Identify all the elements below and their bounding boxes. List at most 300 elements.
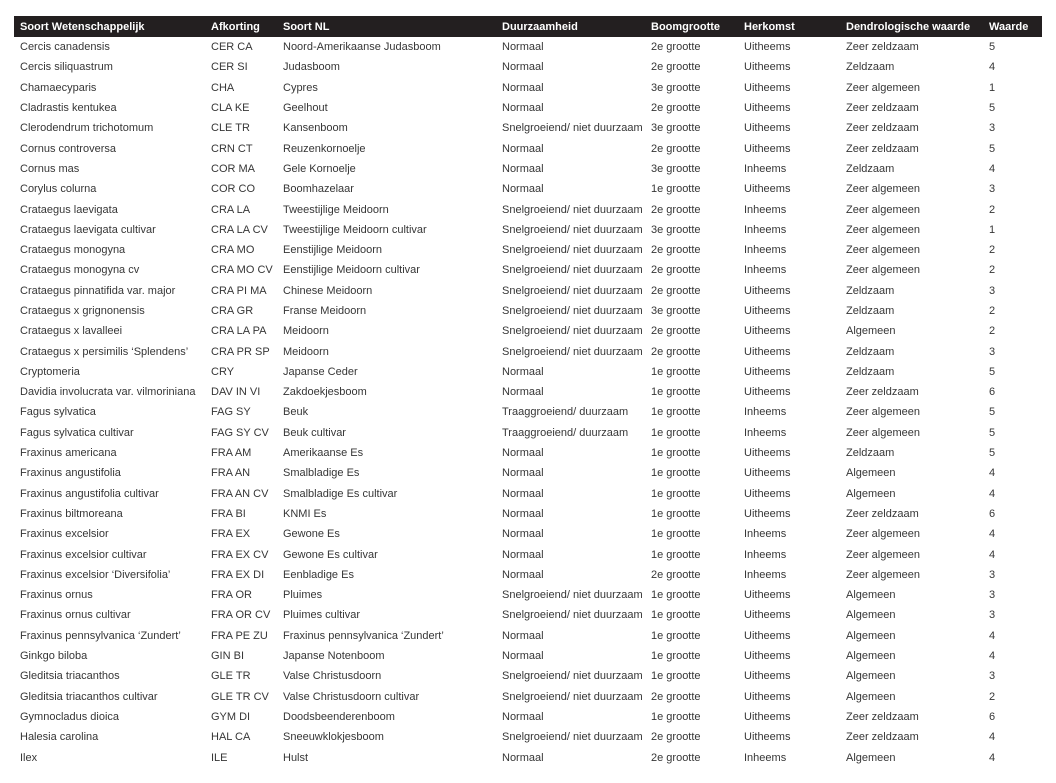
cell-soort-nl: Cypres [277, 78, 496, 98]
cell-dendrologische-waarde: Zeer algemeen [840, 199, 983, 219]
cell-soort-wetenschappelijk: Fraxinus americana [14, 443, 205, 463]
cell-duurzaamheid: Normaal [496, 747, 645, 767]
cell-waarde: 5 [983, 362, 1042, 382]
cell-soort-nl: Fraxinus pennsylvanica ‘Zundert’ [277, 626, 496, 646]
cell-waarde: 2 [983, 260, 1042, 280]
cell-boomgrootte: 3e grootte [645, 159, 738, 179]
cell-waarde: 5 [983, 402, 1042, 422]
cell-herkomst: Uitheems [738, 484, 840, 504]
cell-afkorting: ILE [205, 747, 277, 767]
cell-afkorting: CHA [205, 78, 277, 98]
cell-soort-nl: Beuk cultivar [277, 423, 496, 443]
cell-soort-nl: Valse Christusdoorn cultivar [277, 687, 496, 707]
cell-afkorting: FRA PE ZU [205, 626, 277, 646]
cell-soort-wetenschappelijk: Ginkgo biloba [14, 646, 205, 666]
cell-soort-nl: Smalbladige Es [277, 463, 496, 483]
cell-afkorting: CRN CT [205, 138, 277, 158]
cell-afkorting: FRA EX CV [205, 544, 277, 564]
cell-waarde: 6 [983, 707, 1042, 727]
table-row [14, 646, 1042, 666]
cell-waarde: 5 [983, 37, 1042, 57]
cell-afkorting: CRA MO CV [205, 260, 277, 280]
cell-waarde: 3 [983, 605, 1042, 625]
cell-boomgrootte: 1e grootte [645, 179, 738, 199]
cell-soort-nl: Chinese Meidoorn [277, 281, 496, 301]
cell-afkorting: CRA LA CV [205, 220, 277, 240]
cell-boomgrootte: 1e grootte [645, 666, 738, 686]
cell-waarde: 3 [983, 585, 1042, 605]
cell-duurzaamheid: Snelgroeiend/ niet duurzaam [496, 281, 645, 301]
cell-duurzaamheid: Snelgroeiend/ niet duurzaam [496, 687, 645, 707]
table-row [14, 159, 1042, 179]
table-row [14, 260, 1042, 280]
table-row [14, 37, 1042, 57]
cell-soort-nl: Geelhout [277, 98, 496, 118]
cell-dendrologische-waarde: Zeldzaam [840, 341, 983, 361]
cell-dendrologische-waarde: Algemeen [840, 321, 983, 341]
cell-boomgrootte: 2e grootte [645, 281, 738, 301]
cell-herkomst: Uitheems [738, 179, 840, 199]
table-row [14, 504, 1042, 524]
cell-dendrologische-waarde: Zeer zeldzaam [840, 138, 983, 158]
cell-soort-nl: Pluimes cultivar [277, 605, 496, 625]
cell-herkomst: Uitheems [738, 585, 840, 605]
cell-soort-wetenschappelijk: Fraxinus pennsylvanica ‘Zundert’ [14, 626, 205, 646]
cell-soort-nl: Eenbladige Es [277, 565, 496, 585]
cell-duurzaamheid: Snelgroeiend/ niet duurzaam [496, 321, 645, 341]
table-row [14, 341, 1042, 361]
cell-dendrologische-waarde: Zeldzaam [840, 362, 983, 382]
table-row [14, 138, 1042, 158]
cell-herkomst: Uitheems [738, 727, 840, 747]
cell-soort-wetenschappelijk: Corylus colurna [14, 179, 205, 199]
cell-dendrologische-waarde: Zeer algemeen [840, 240, 983, 260]
cell-soort-nl: Gele Kornoelje [277, 159, 496, 179]
cell-dendrologische-waarde: Zeldzaam [840, 57, 983, 77]
table-row [14, 585, 1042, 605]
cell-soort-wetenschappelijk: Fraxinus excelsior ‘Diversifolia’ [14, 565, 205, 585]
cell-afkorting: GLE TR CV [205, 687, 277, 707]
cell-soort-wetenschappelijk: Crataegus monogyna cv [14, 260, 205, 280]
header-row [14, 16, 1042, 37]
cell-herkomst: Uitheems [738, 687, 840, 707]
cell-duurzaamheid: Normaal [496, 646, 645, 666]
cell-dendrologische-waarde: Zeer algemeen [840, 524, 983, 544]
cell-soort-nl: KNMI Es [277, 504, 496, 524]
table-row [14, 382, 1042, 402]
cell-afkorting: HAL CA [205, 727, 277, 747]
cell-dendrologische-waarde: Zeer algemeen [840, 179, 983, 199]
cell-boomgrootte: 1e grootte [645, 524, 738, 544]
cell-afkorting: FRA AM [205, 443, 277, 463]
cell-afkorting: COR MA [205, 159, 277, 179]
cell-herkomst: Inheems [738, 220, 840, 240]
cell-boomgrootte: 1e grootte [645, 646, 738, 666]
cell-herkomst: Uitheems [738, 646, 840, 666]
cell-boomgrootte: 2e grootte [645, 240, 738, 260]
cell-boomgrootte: 1e grootte [645, 605, 738, 625]
cell-herkomst: Inheems [738, 544, 840, 564]
cell-herkomst: Uitheems [738, 138, 840, 158]
cell-boomgrootte: 2e grootte [645, 341, 738, 361]
cell-soort-nl: Valse Christusdoorn [277, 666, 496, 686]
cell-waarde: 6 [983, 504, 1042, 524]
cell-soort-nl: Gewone Es [277, 524, 496, 544]
cell-herkomst: Uitheems [738, 382, 840, 402]
cell-dendrologische-waarde: Zeldzaam [840, 281, 983, 301]
cell-duurzaamheid: Snelgroeiend/ niet duurzaam [496, 605, 645, 625]
cell-herkomst: Uitheems [738, 666, 840, 686]
cell-afkorting: DAV IN VI [205, 382, 277, 402]
cell-waarde: 6 [983, 382, 1042, 402]
cell-boomgrootte: 2e grootte [645, 321, 738, 341]
cell-waarde: 5 [983, 98, 1042, 118]
cell-boomgrootte: 2e grootte [645, 565, 738, 585]
cell-boomgrootte: 2e grootte [645, 727, 738, 747]
cell-herkomst: Uitheems [738, 362, 840, 382]
column-header-herkomst: Herkomst [738, 16, 840, 37]
cell-herkomst: Inheems [738, 159, 840, 179]
cell-waarde: 4 [983, 544, 1042, 564]
column-header-soort-wetenschappelijk: Soort Wetenschappelijk [14, 16, 205, 37]
cell-soort-nl: Judasboom [277, 57, 496, 77]
cell-dendrologische-waarde: Algemeen [840, 646, 983, 666]
table-row [14, 687, 1042, 707]
cell-soort-nl: Reuzenkornoelje [277, 138, 496, 158]
cell-herkomst: Uitheems [738, 301, 840, 321]
cell-soort-nl: Tweestijlige Meidoorn [277, 199, 496, 219]
cell-duurzaamheid: Normaal [496, 138, 645, 158]
cell-herkomst: Inheems [738, 260, 840, 280]
cell-boomgrootte: 1e grootte [645, 402, 738, 422]
cell-boomgrootte: 3e grootte [645, 220, 738, 240]
cell-boomgrootte: 2e grootte [645, 37, 738, 57]
cell-duurzaamheid: Normaal [496, 57, 645, 77]
table-row [14, 199, 1042, 219]
cell-boomgrootte: 3e grootte [645, 78, 738, 98]
cell-afkorting: CLE TR [205, 118, 277, 138]
cell-boomgrootte: 2e grootte [645, 687, 738, 707]
table-row [14, 524, 1042, 544]
cell-waarde: 5 [983, 443, 1042, 463]
cell-dendrologische-waarde: Zeer zeldzaam [840, 98, 983, 118]
cell-herkomst: Inheems [738, 402, 840, 422]
cell-waarde: 2 [983, 240, 1042, 260]
cell-afkorting: COR CO [205, 179, 277, 199]
cell-dendrologische-waarde: Zeldzaam [840, 443, 983, 463]
cell-afkorting: CRY [205, 362, 277, 382]
cell-herkomst: Uitheems [738, 78, 840, 98]
cell-dendrologische-waarde: Zeer algemeen [840, 402, 983, 422]
cell-dendrologische-waarde: Zeer zeldzaam [840, 727, 983, 747]
cell-duurzaamheid: Snelgroeiend/ niet duurzaam [496, 199, 645, 219]
cell-waarde: 3 [983, 341, 1042, 361]
cell-soort-wetenschappelijk: Cryptomeria [14, 362, 205, 382]
cell-waarde: 4 [983, 484, 1042, 504]
cell-duurzaamheid: Snelgroeiend/ niet duurzaam [496, 260, 645, 280]
cell-duurzaamheid: Normaal [496, 544, 645, 564]
cell-afkorting: FRA AN [205, 463, 277, 483]
cell-waarde: 5 [983, 423, 1042, 443]
cell-dendrologische-waarde: Zeer algemeen [840, 220, 983, 240]
column-header-afkorting: Afkorting [205, 16, 277, 37]
cell-duurzaamheid: Snelgroeiend/ niet duurzaam [496, 727, 645, 747]
cell-waarde: 4 [983, 626, 1042, 646]
cell-duurzaamheid: Normaal [496, 382, 645, 402]
cell-afkorting: CRA MO [205, 240, 277, 260]
cell-soort-wetenschappelijk: Fraxinus angustifolia cultivar [14, 484, 205, 504]
cell-duurzaamheid: Normaal [496, 159, 645, 179]
table-row [14, 463, 1042, 483]
cell-waarde: 1 [983, 220, 1042, 240]
cell-duurzaamheid: Snelgroeiend/ niet duurzaam [496, 240, 645, 260]
species-table [14, 16, 1042, 768]
table-row [14, 78, 1042, 98]
cell-dendrologische-waarde: Zeer zeldzaam [840, 707, 983, 727]
cell-herkomst: Uitheems [738, 707, 840, 727]
cell-soort-wetenschappelijk: Crataegus monogyna [14, 240, 205, 260]
cell-duurzaamheid: Traaggroeiend/ duurzaam [496, 402, 645, 422]
table-row [14, 443, 1042, 463]
table-row [14, 565, 1042, 585]
column-header-dendrologische-waarde: Dendrologische waarde [840, 16, 983, 37]
table-row [14, 281, 1042, 301]
cell-duurzaamheid: Traaggroeiend/ duurzaam [496, 423, 645, 443]
table-row [14, 727, 1042, 747]
cell-duurzaamheid: Normaal [496, 524, 645, 544]
cell-duurzaamheid: Snelgroeiend/ niet duurzaam [496, 220, 645, 240]
table-row [14, 321, 1042, 341]
cell-soort-wetenschappelijk: Fagus sylvatica cultivar [14, 423, 205, 443]
cell-soort-wetenschappelijk: Crataegus x grignonensis [14, 301, 205, 321]
cell-herkomst: Uitheems [738, 281, 840, 301]
cell-duurzaamheid: Normaal [496, 565, 645, 585]
cell-boomgrootte: 1e grootte [645, 443, 738, 463]
cell-waarde: 4 [983, 646, 1042, 666]
table-row [14, 301, 1042, 321]
cell-waarde: 3 [983, 565, 1042, 585]
cell-soort-nl: Japanse Ceder [277, 362, 496, 382]
column-header-waarde: Waarde [983, 16, 1042, 37]
cell-afkorting: FAG SY [205, 402, 277, 422]
cell-waarde: 2 [983, 321, 1042, 341]
cell-boomgrootte: 1e grootte [645, 423, 738, 443]
cell-afkorting: CRA LA [205, 199, 277, 219]
table-row [14, 626, 1042, 646]
cell-afkorting: CRA PR SP [205, 341, 277, 361]
cell-soort-nl: Kansenboom [277, 118, 496, 138]
cell-afkorting: CRA PI MA [205, 281, 277, 301]
cell-afkorting: FRA EX [205, 524, 277, 544]
cell-soort-wetenschappelijk: Gleditsia triacanthos cultivar [14, 687, 205, 707]
cell-waarde: 4 [983, 727, 1042, 747]
cell-soort-wetenschappelijk: Cornus mas [14, 159, 205, 179]
cell-waarde: 3 [983, 281, 1042, 301]
cell-dendrologische-waarde: Zeer zeldzaam [840, 504, 983, 524]
cell-duurzaamheid: Normaal [496, 463, 645, 483]
cell-boomgrootte: 1e grootte [645, 585, 738, 605]
cell-duurzaamheid: Snelgroeiend/ niet duurzaam [496, 341, 645, 361]
cell-afkorting: CLA KE [205, 98, 277, 118]
cell-herkomst: Uitheems [738, 463, 840, 483]
cell-herkomst: Inheems [738, 565, 840, 585]
cell-afkorting: FRA BI [205, 504, 277, 524]
cell-waarde: 3 [983, 179, 1042, 199]
table-row [14, 57, 1042, 77]
cell-waarde: 2 [983, 301, 1042, 321]
table-row [14, 747, 1042, 767]
cell-soort-nl: Pluimes [277, 585, 496, 605]
cell-boomgrootte: 1e grootte [645, 626, 738, 646]
cell-duurzaamheid: Normaal [496, 443, 645, 463]
cell-duurzaamheid: Normaal [496, 504, 645, 524]
cell-herkomst: Uitheems [738, 321, 840, 341]
cell-duurzaamheid: Normaal [496, 98, 645, 118]
cell-herkomst: Uitheems [738, 341, 840, 361]
column-header-soort-nl: Soort NL [277, 16, 496, 37]
cell-herkomst: Inheems [738, 199, 840, 219]
cell-soort-nl: Gewone Es cultivar [277, 544, 496, 564]
cell-afkorting: CRA LA PA [205, 321, 277, 341]
table-row [14, 423, 1042, 443]
cell-duurzaamheid: Snelgroeiend/ niet duurzaam [496, 666, 645, 686]
cell-herkomst: Inheems [738, 747, 840, 767]
cell-duurzaamheid: Normaal [496, 626, 645, 646]
cell-dendrologische-waarde: Zeer zeldzaam [840, 382, 983, 402]
cell-boomgrootte: 1e grootte [645, 463, 738, 483]
cell-soort-nl: Eenstijlige Meidoorn [277, 240, 496, 260]
table-row [14, 484, 1042, 504]
cell-afkorting: GLE TR [205, 666, 277, 686]
cell-afkorting: FRA EX DI [205, 565, 277, 585]
cell-soort-nl: Noord-Amerikaanse Judasboom [277, 37, 496, 57]
cell-dendrologische-waarde: Algemeen [840, 666, 983, 686]
table-row [14, 605, 1042, 625]
cell-soort-wetenschappelijk: Fraxinus ornus [14, 585, 205, 605]
cell-soort-wetenschappelijk: Ilex [14, 747, 205, 767]
cell-boomgrootte: 2e grootte [645, 57, 738, 77]
cell-soort-nl: Meidoorn [277, 341, 496, 361]
cell-dendrologische-waarde: Zeer algemeen [840, 423, 983, 443]
cell-soort-wetenschappelijk: Crataegus pinnatifida var. major [14, 281, 205, 301]
cell-soort-nl: Smalbladige Es cultivar [277, 484, 496, 504]
cell-soort-wetenschappelijk: Cercis siliquastrum [14, 57, 205, 77]
cell-soort-nl: Doodsbeenderenboom [277, 707, 496, 727]
cell-waarde: 2 [983, 199, 1042, 219]
cell-boomgrootte: 1e grootte [645, 362, 738, 382]
cell-boomgrootte: 1e grootte [645, 544, 738, 564]
cell-soort-nl: Boomhazelaar [277, 179, 496, 199]
cell-herkomst: Uitheems [738, 57, 840, 77]
cell-herkomst: Inheems [738, 524, 840, 544]
cell-duurzaamheid: Normaal [496, 362, 645, 382]
cell-duurzaamheid: Normaal [496, 179, 645, 199]
cell-boomgrootte: 2e grootte [645, 260, 738, 280]
cell-waarde: 5 [983, 138, 1042, 158]
table-row [14, 666, 1042, 686]
table-row [14, 544, 1042, 564]
cell-soort-wetenschappelijk: Fraxinus angustifolia [14, 463, 205, 483]
cell-waarde: 1 [983, 78, 1042, 98]
cell-herkomst: Uitheems [738, 605, 840, 625]
cell-waarde: 3 [983, 666, 1042, 686]
cell-waarde: 2 [983, 687, 1042, 707]
cell-soort-wetenschappelijk: Fraxinus ornus cultivar [14, 605, 205, 625]
cell-waarde: 4 [983, 57, 1042, 77]
table-row [14, 220, 1042, 240]
cell-soort-nl: Sneeuwklokjesboom [277, 727, 496, 747]
cell-boomgrootte: 2e grootte [645, 138, 738, 158]
column-header-duurzaamheid: Duurzaamheid [496, 16, 645, 37]
cell-duurzaamheid: Snelgroeiend/ niet duurzaam [496, 585, 645, 605]
cell-dendrologische-waarde: Zeer algemeen [840, 544, 983, 564]
cell-dendrologische-waarde: Algemeen [840, 687, 983, 707]
cell-soort-wetenschappelijk: Cornus controversa [14, 138, 205, 158]
cell-soort-wetenschappelijk: Fraxinus excelsior cultivar [14, 544, 205, 564]
cell-boomgrootte: 2e grootte [645, 747, 738, 767]
cell-boomgrootte: 1e grootte [645, 504, 738, 524]
cell-herkomst: Uitheems [738, 118, 840, 138]
cell-dendrologische-waarde: Algemeen [840, 747, 983, 767]
cell-waarde: 4 [983, 159, 1042, 179]
cell-soort-nl: Hulst [277, 747, 496, 767]
cell-boomgrootte: 2e grootte [645, 199, 738, 219]
cell-waarde: 4 [983, 747, 1042, 767]
cell-herkomst: Uitheems [738, 626, 840, 646]
cell-dendrologische-waarde: Zeldzaam [840, 301, 983, 321]
cell-boomgrootte: 1e grootte [645, 382, 738, 402]
cell-boomgrootte: 1e grootte [645, 484, 738, 504]
cell-soort-wetenschappelijk: Fraxinus biltmoreana [14, 504, 205, 524]
cell-soort-nl: Meidoorn [277, 321, 496, 341]
cell-soort-wetenschappelijk: Crataegus laevigata [14, 199, 205, 219]
cell-waarde: 4 [983, 463, 1042, 483]
cell-duurzaamheid: Normaal [496, 707, 645, 727]
cell-duurzaamheid: Normaal [496, 484, 645, 504]
cell-soort-wetenschappelijk: Gleditsia triacanthos [14, 666, 205, 686]
cell-soort-wetenschappelijk: Cladrastis kentukea [14, 98, 205, 118]
cell-dendrologische-waarde: Algemeen [840, 605, 983, 625]
cell-dendrologische-waarde: Algemeen [840, 626, 983, 646]
table-header [14, 16, 1042, 37]
cell-boomgrootte: 1e grootte [645, 707, 738, 727]
cell-dendrologische-waarde: Zeer algemeen [840, 565, 983, 585]
table-row [14, 179, 1042, 199]
cell-soort-nl: Tweestijlige Meidoorn cultivar [277, 220, 496, 240]
cell-afkorting: CRA GR [205, 301, 277, 321]
table-row [14, 362, 1042, 382]
cell-boomgrootte: 2e grootte [645, 98, 738, 118]
cell-boomgrootte: 3e grootte [645, 301, 738, 321]
cell-soort-wetenschappelijk: Fagus sylvatica [14, 402, 205, 422]
cell-afkorting: FRA AN CV [205, 484, 277, 504]
cell-duurzaamheid: Normaal [496, 78, 645, 98]
cell-soort-wetenschappelijk: Chamaecyparis [14, 78, 205, 98]
cell-dendrologische-waarde: Zeer zeldzaam [840, 37, 983, 57]
cell-soort-wetenschappelijk: Davidia involucrata var. vilmoriniana [14, 382, 205, 402]
cell-afkorting: CER CA [205, 37, 277, 57]
table-body [14, 37, 1042, 768]
cell-dendrologische-waarde: Zeer algemeen [840, 78, 983, 98]
column-header-boomgrootte: Boomgrootte [645, 16, 738, 37]
cell-dendrologische-waarde: Zeer algemeen [840, 260, 983, 280]
cell-soort-wetenschappelijk: Cercis canadensis [14, 37, 205, 57]
cell-herkomst: Inheems [738, 240, 840, 260]
cell-dendrologische-waarde: Algemeen [840, 585, 983, 605]
cell-waarde: 3 [983, 118, 1042, 138]
cell-soort-wetenschappelijk: Gymnocladus dioica [14, 707, 205, 727]
cell-soort-wetenschappelijk: Halesia carolina [14, 727, 205, 747]
